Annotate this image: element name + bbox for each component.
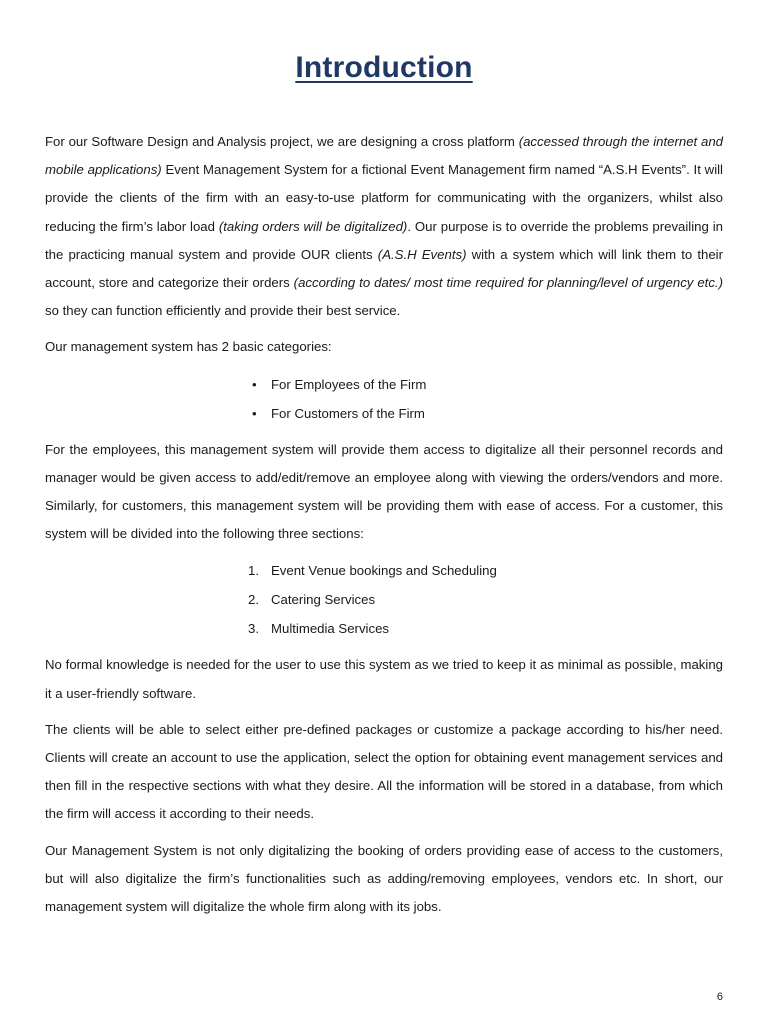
section-label: Event Venue bookings and Scheduling	[271, 563, 497, 579]
page-title	[0, 48, 768, 85]
list-number: 3.	[248, 621, 259, 637]
categories-list	[45, 370, 723, 428]
intro-text-3: . Our purpose is to override the problems prevailing in the practicing manual system and provide OUR clients	[45, 218, 723, 262]
intro-text-4: with a system which will link them to their account, store and categorize their orders	[45, 246, 724, 291]
categories-intro: Our management system has 2 basic categories:	[45, 339, 332, 355]
list-item	[45, 399, 723, 428]
list-item	[45, 585, 723, 614]
category-label: For Employees of the Firm	[271, 376, 427, 392]
intro-text-1: For our Software Design and Analysis project, we are designing a cross platform	[45, 134, 519, 149]
clients-paragraph: The clients will be able to select either pre-defined packages or customize a package according to his/her need. Clients will create an account to use the application, select the option for obtaining event management services and then fill in the respective sections with what they desire. All the information will be stored in a database, from which the firm will access it according to their needs.	[45, 721, 723, 822]
intro-text-2: Event Management System for a fictional Event Management firm named “A.S.H Events”. It will provide the clients of the firm with an easy-to-use platform for communicating with the organizers, whilst also reducing the firm’s labor load	[45, 162, 723, 234]
list-number: 1.	[248, 563, 259, 579]
knowledge-paragraph: No formal knowledge is needed for the user to use this system as we tried to keep it as minimal as possible, making it a user-friendly software.	[45, 657, 723, 701]
section-label: Catering Services	[271, 592, 376, 608]
intro-italic-1: (accessed through the internet and mobile applications)	[45, 134, 723, 178]
bullet-icon: •	[252, 405, 257, 421]
document-body	[45, 128, 723, 929]
sections-list	[45, 556, 723, 643]
section-label: Multimedia Services	[271, 621, 389, 637]
category-label: For Customers of the Firm	[271, 405, 425, 421]
intro-text-5: so they can function efficiently and provide their best service.	[45, 303, 401, 319]
list-item	[45, 370, 723, 399]
page-number: 6	[716, 991, 723, 1003]
bullet-icon: •	[252, 376, 257, 392]
intro-italic-2: (taking orders will be digitalized)	[218, 218, 408, 234]
intro-italic-3: (A.S.H Events)	[377, 246, 467, 262]
list-item	[45, 556, 723, 585]
intro-italic-4: (according to dates/ most time required for planning/level of urgency etc.)	[293, 275, 723, 291]
intro-paragraph	[45, 128, 723, 325]
employees-paragraph: For the employees, this management system will provide them access to digitalize all their personnel records and manager would be given access to add/edit/remove an employee along with viewing the orders/vendors and more. Similarly, for customers, this management system will be providing them with ease of access. For a customer, this system will be divided into the following three sections:	[45, 441, 723, 542]
list-item	[45, 614, 723, 643]
closing-paragraph: Our Management System is not only digitalizing the booking of orders providing ease of access to the customers, but will also digitalize the firm’s functionalities such as adding/removing employees, vendors etc. In short, our management system will digitalize the whole firm along with its jobs.	[45, 842, 723, 915]
page-title-text: Introduction	[295, 51, 473, 84]
list-number: 2.	[248, 592, 259, 608]
